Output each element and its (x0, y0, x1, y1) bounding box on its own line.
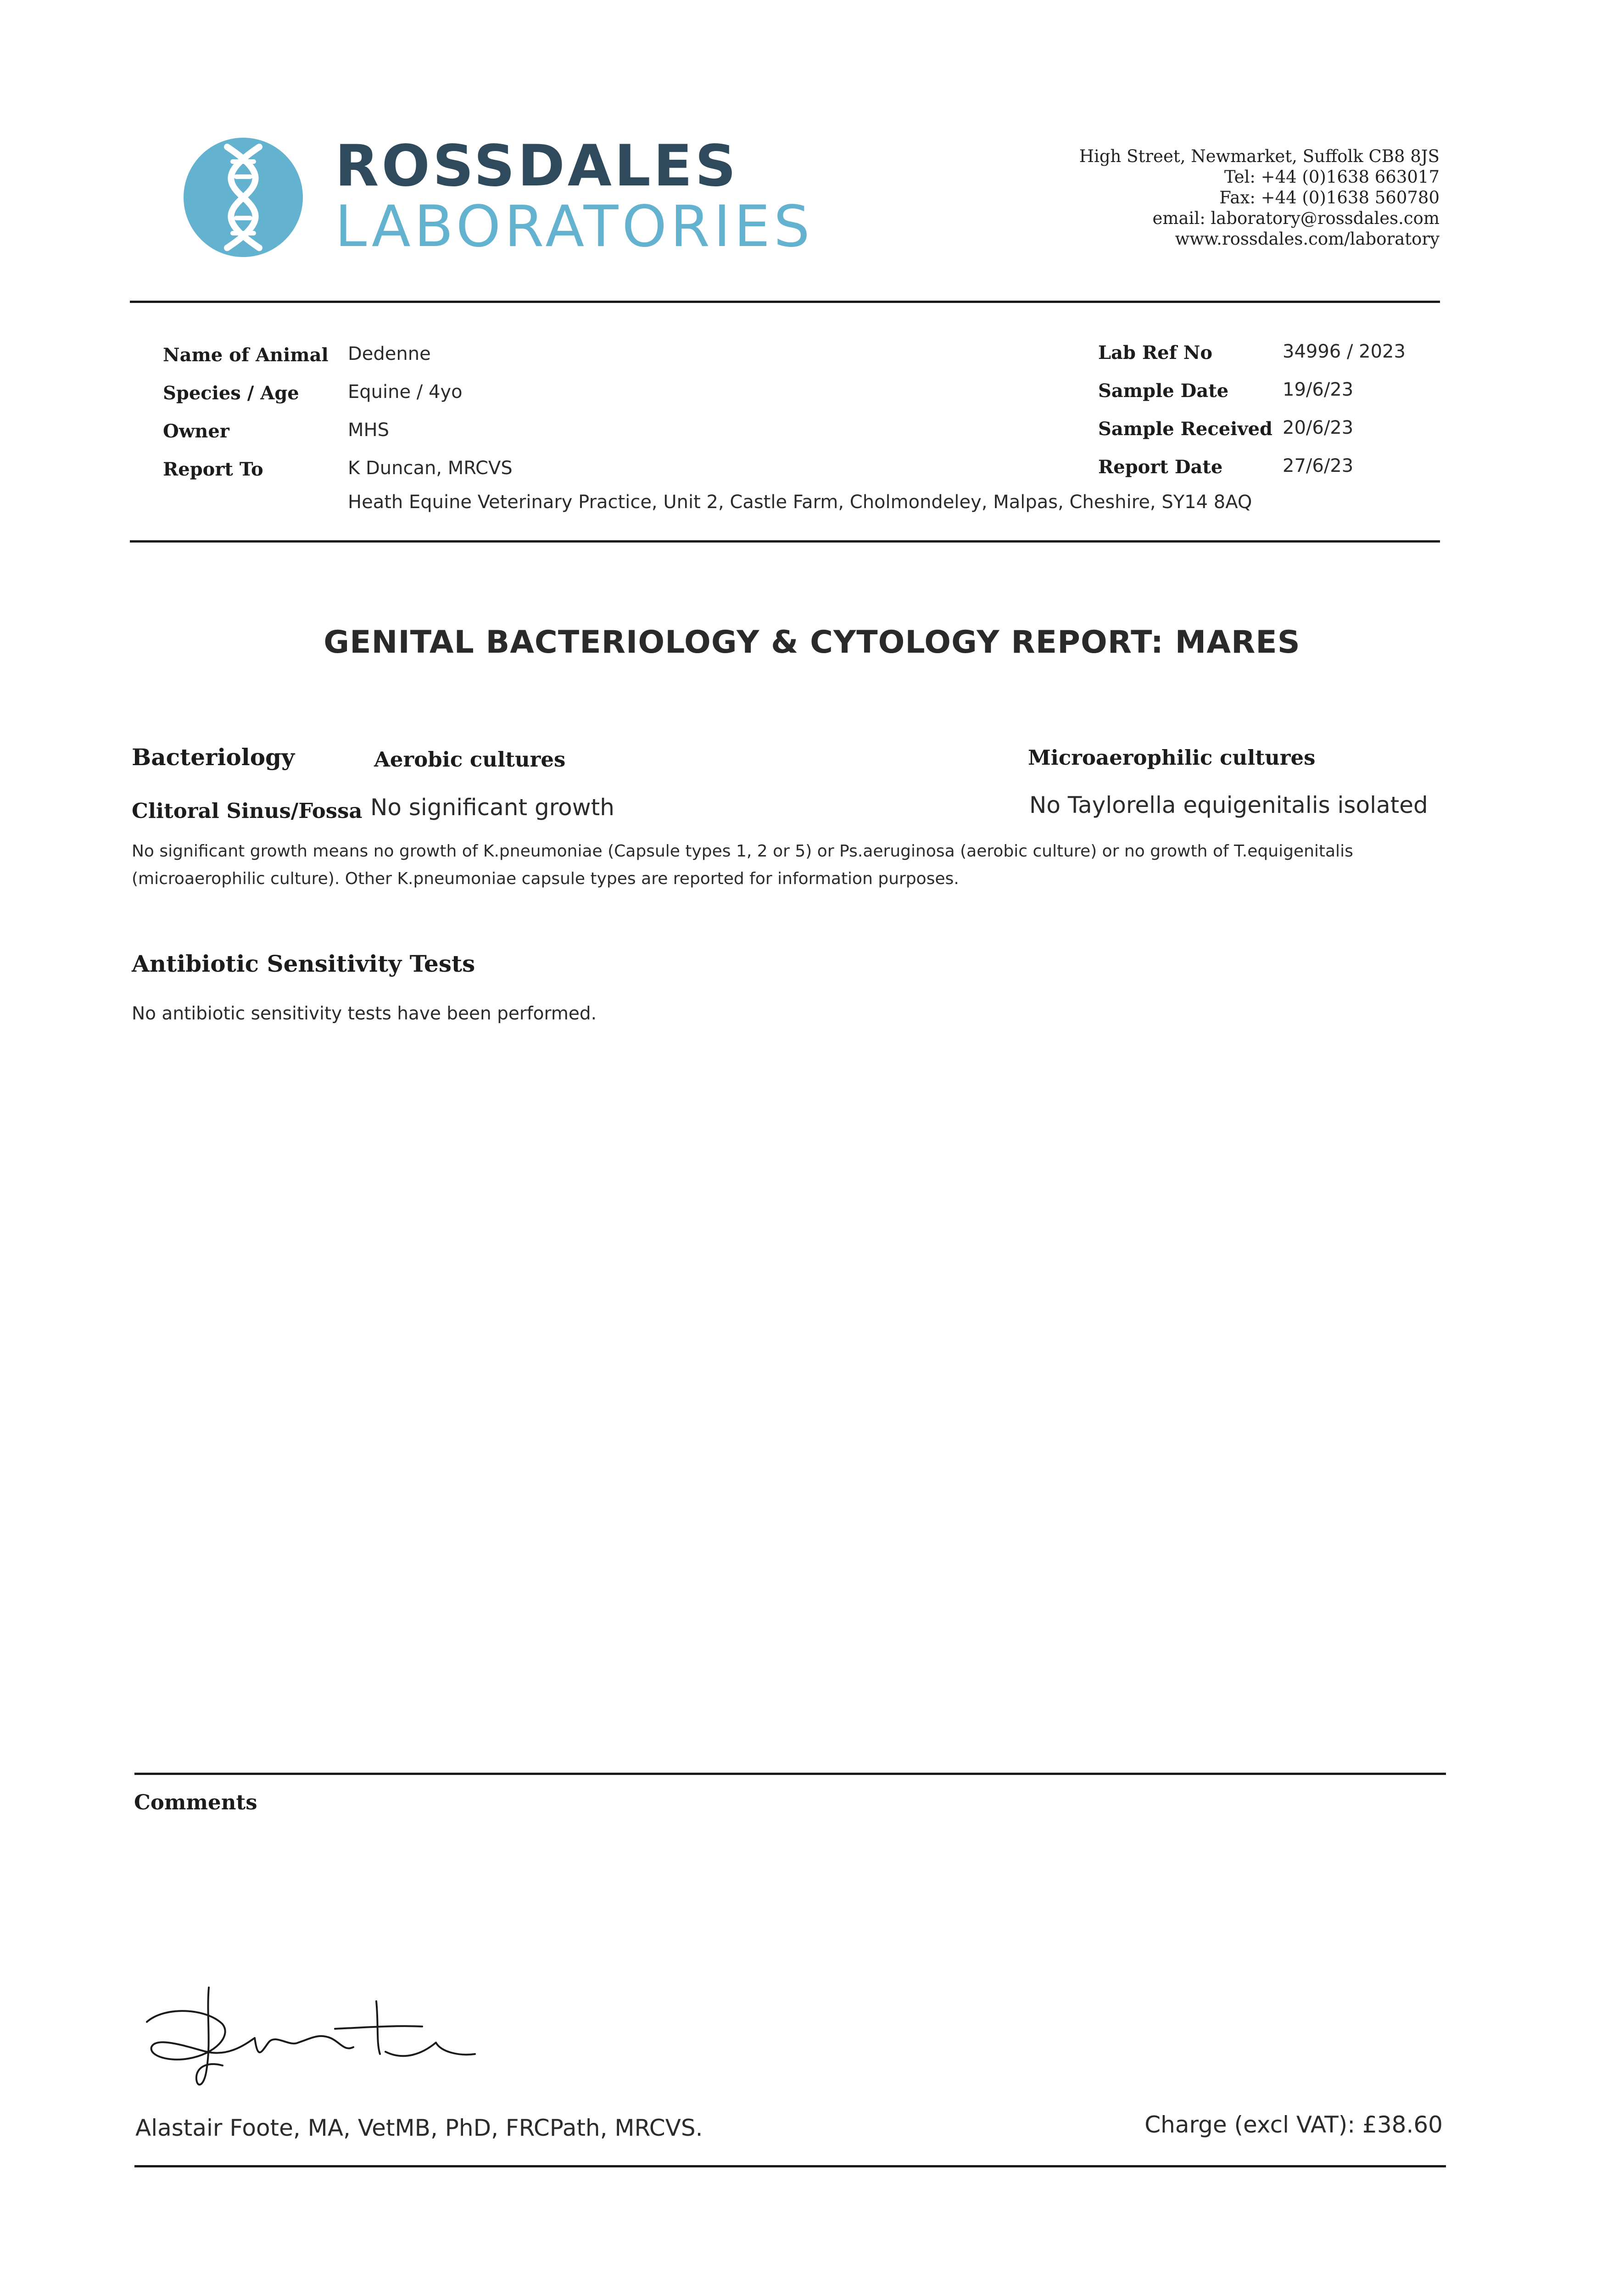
antibiotic-sensitivity-heading: Antibiotic Sensitivity Tests (132, 950, 475, 977)
header-divider (130, 301, 1440, 303)
sample-received-label: Sample Received (1098, 418, 1273, 440)
report-to-value: K Duncan, MRCVS (348, 458, 513, 479)
comments-divider (134, 1773, 1446, 1775)
bacteriology-heading: Bacteriology (132, 744, 295, 771)
dna-helix-icon (181, 133, 305, 262)
address-website: www.rossdales.com/laboratory (1175, 229, 1440, 249)
owner-label: Owner (163, 420, 229, 442)
address-email: email: laboratory@rossdales.com (1152, 208, 1440, 228)
sample-site-label: Clitoral Sinus/Fossa (132, 799, 363, 823)
antibiotic-sensitivity-text: No antibiotic sensitivity tests have been performed. (132, 1003, 597, 1024)
microaerophilic-cultures-heading: Microaerophilic cultures (1028, 745, 1316, 770)
species-age-value: Equine / 4yo (348, 381, 463, 403)
signature-image (138, 1974, 477, 2102)
footer-divider (134, 2165, 1446, 2167)
report-to-label: Report To (163, 459, 263, 480)
name-of-animal-value: Dedenne (348, 343, 431, 364)
signatory-name: Alastair Foote, MA, VetMB, PhD, FRCPath, MRCVS. (135, 2115, 703, 2141)
sample-received-value: 20/6/23 (1283, 417, 1354, 438)
brand-name-line2: LABORATORIES (335, 194, 814, 260)
bacteriology-note-line2: (microaerophilic culture). Other K.pneumoniae capsule types are reported for information purposes. (132, 869, 959, 888)
report-title: GENITAL BACTERIOLOGY & CYTOLOGY REPORT: MARES (324, 624, 1300, 661)
address-fax: Fax: +44 (0)1638 560780 (1219, 188, 1440, 207)
sample-date-value: 19/6/23 (1283, 379, 1354, 400)
practice-address: Heath Equine Veterinary Practice, Unit 2, Castle Farm, Cholmondeley, Malpas, Cheshire, SY14 8AQ (348, 492, 1252, 513)
brand-name-line1: ROSSDALES (335, 133, 739, 199)
aerobic-result: No significant growth (370, 794, 614, 821)
species-age-label: Species / Age (163, 382, 299, 404)
report-date-label: Report Date (1098, 456, 1223, 478)
comments-heading: Comments (134, 1790, 257, 1814)
sample-date-label: Sample Date (1098, 380, 1229, 402)
owner-value: MHS (348, 420, 389, 441)
address-tel: Tel: +44 (0)1638 663017 (1224, 167, 1440, 187)
report-date-value: 27/6/23 (1283, 455, 1354, 476)
address-street: High Street, Newmarket, Suffolk CB8 8JS (1079, 146, 1440, 166)
bacteriology-note-line1: No significant growth means no growth of K.pneumoniae (Capsule types 1, 2 or 5) or Ps.aeruginosa (aerobic culture) or no growth of T.equigenitalis (132, 842, 1353, 861)
lab-address (1079, 146, 1440, 249)
patient-info-divider (130, 540, 1440, 543)
lab-ref-value: 34996 / 2023 (1283, 341, 1406, 362)
bacteriology-note (132, 838, 1449, 893)
charge-amount: Charge (excl VAT): £38.60 (1144, 2111, 1443, 2138)
microaerophilic-result: No Taylorella equigenitalis isolated (1029, 792, 1428, 818)
name-of-animal-label: Name of Animal (163, 344, 329, 366)
aerobic-cultures-heading: Aerobic cultures (374, 747, 566, 772)
lab-ref-label: Lab Ref No (1098, 342, 1213, 364)
